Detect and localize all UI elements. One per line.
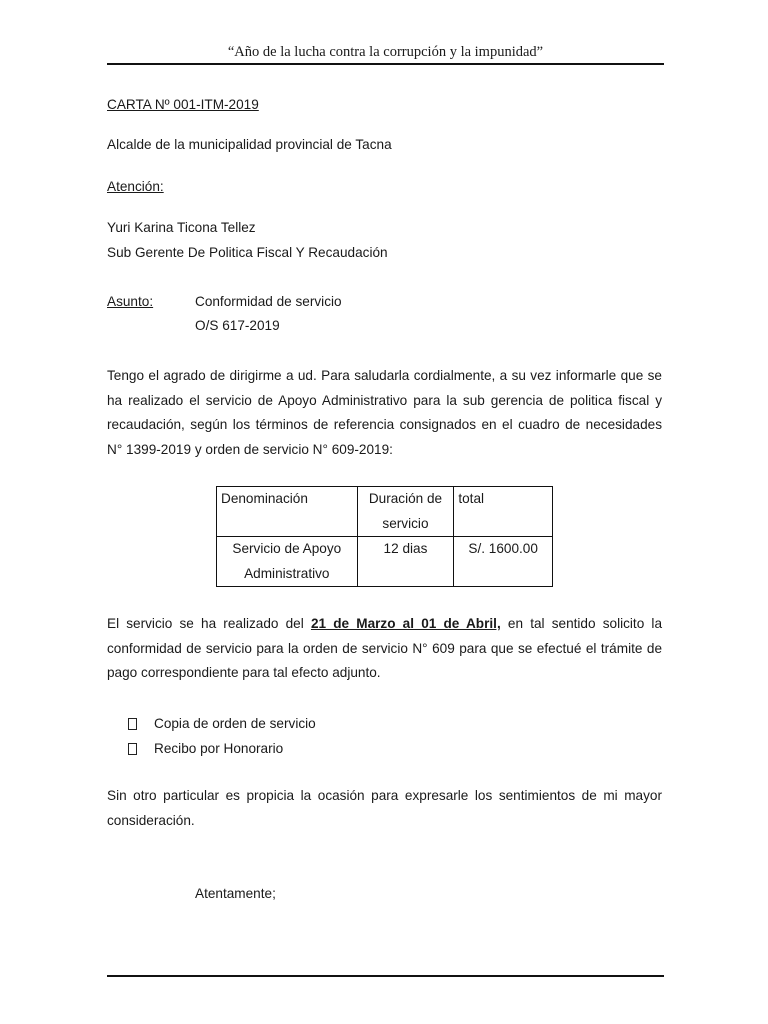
table-cell-total: S/. 1600.00 bbox=[454, 537, 553, 587]
table-header-row bbox=[217, 487, 553, 537]
attention-name: Yuri Karina Ticona Tellez bbox=[107, 220, 256, 235]
body-intro: Tengo el agrado de dirigirme a ud. Para saludarla cordialmente, a su vez informarle que se ha realizado el servicio de Apoyo Administrativo para la sub gerencia de politica fiscal y recaudación, según los términos de referencia consignados en el cuadro de necesidades N° 1399-2019 y orden de servicio N° 609-2019: bbox=[107, 368, 662, 457]
service-table bbox=[216, 486, 553, 587]
footer-divider bbox=[107, 975, 664, 977]
list-item bbox=[107, 737, 316, 762]
table-cell-duracion: 12 dias bbox=[357, 537, 454, 587]
subject-line-2: O/S 617-2019 bbox=[195, 318, 280, 333]
list-item bbox=[107, 712, 316, 737]
subject-line-1: Conformidad de servicio bbox=[195, 294, 342, 309]
table-header-cell: Duración de servicio bbox=[357, 487, 454, 537]
recipient: Alcalde de la municipalidad provincial de Tacna bbox=[107, 137, 392, 152]
subject-label: Asunto: bbox=[107, 294, 154, 309]
attention-role: Sub Gerente De Politica Fiscal Y Recaudación bbox=[107, 245, 388, 260]
header-motto: “Año de la lucha contra la corrupción y la impunidad” bbox=[227, 44, 544, 60]
closing-paragraph: Sin otro particular es propicia la ocasión para expresarle los sentimientos de mi mayor consideración. bbox=[107, 788, 662, 828]
table-header-cell: total bbox=[454, 487, 553, 537]
header-divider bbox=[107, 63, 664, 65]
table-row bbox=[217, 537, 553, 587]
body-period bbox=[107, 612, 662, 686]
service-dates: 21 de Marzo al 01 de Abril, bbox=[310, 616, 501, 631]
body-period-before: El servicio se ha realizado del bbox=[107, 616, 311, 631]
signoff: Atentamente; bbox=[195, 886, 276, 901]
body-period-after: en tal sentido solicito la conformidad de servicio para la orden de servicio N° 609 para que se efectué el trámite de pago correspondiente para tal efecto adjunto. bbox=[107, 616, 663, 680]
table-cell-denominacion: Servicio de Apoyo Administrativo bbox=[217, 537, 358, 587]
letter-title: CARTA Nº 001-ITM-2019 bbox=[107, 97, 259, 112]
bullet-box-icon bbox=[128, 718, 137, 730]
attention-label: Atención: bbox=[107, 179, 164, 194]
table-header-cell: Denominación bbox=[217, 487, 358, 537]
attachment-list bbox=[107, 712, 316, 761]
bullet-box-icon bbox=[128, 743, 137, 755]
attachment-label: Recibo por Honorario bbox=[154, 740, 284, 756]
attachment-label: Copia de orden de servicio bbox=[154, 716, 316, 731]
